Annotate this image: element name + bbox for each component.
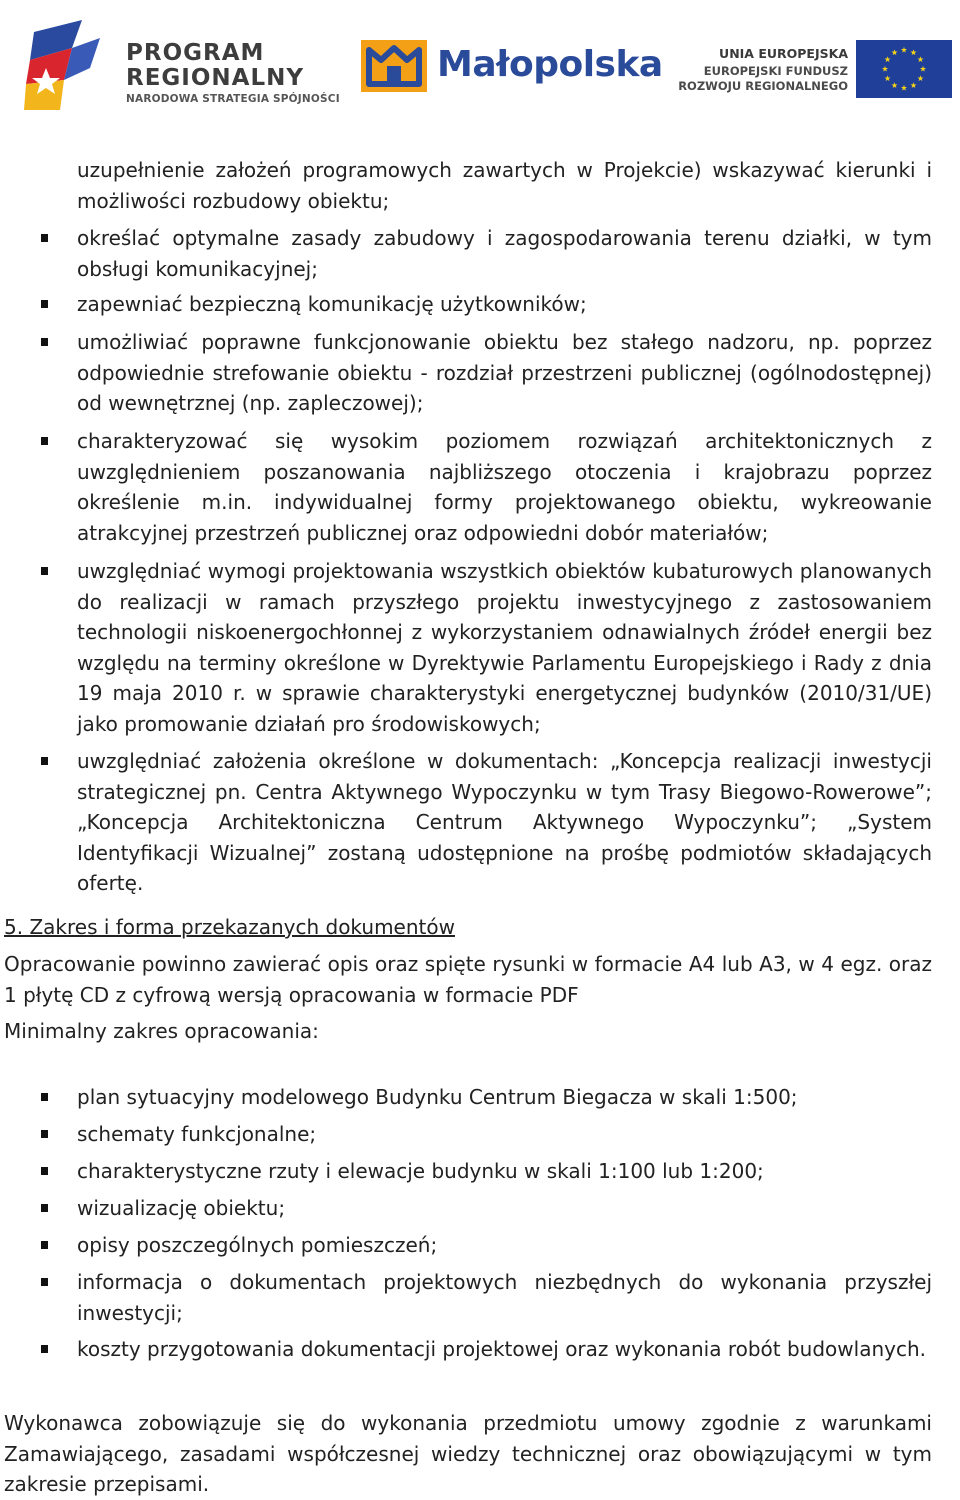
bullet-marker xyxy=(41,437,48,445)
malopolska-logo xyxy=(361,38,671,94)
program-text: PROGRAM xyxy=(126,40,265,66)
list-item: schematy funkcjonalne; xyxy=(77,1122,317,1146)
efrr-text-1: EUROPEJSKI FUNDUSZ xyxy=(703,64,848,78)
bullet-marker xyxy=(41,567,48,575)
program-regionalny-logo xyxy=(24,18,340,114)
bullet-marker xyxy=(41,300,48,308)
list-item: koszty przygotowania dokumentacji projektowej oraz wykonania robót budowlanych. xyxy=(77,1337,927,1361)
bullet-marker xyxy=(41,1130,48,1138)
list-item: wizualizację obiektu; xyxy=(77,1196,286,1220)
section-heading: 5. Zakres i forma przekazanych dokumentów xyxy=(4,915,455,939)
list-item: informacja o dokumentach projektowych niezbędnych do wykonania przyszłej inwestycji; xyxy=(77,1270,932,1325)
bullet-marker xyxy=(41,1241,48,1249)
list-item: zapewniać bezpieczną komunikację użytkowników; xyxy=(77,292,587,316)
list-item: opisy poszczególnych pomieszczeń; xyxy=(77,1233,438,1257)
bullet-marker xyxy=(41,338,48,346)
eu-logo xyxy=(678,38,952,100)
list-item: charakteryzować się wysokim poziomem rozwiązań architektonicznych z uwzględnieniem poszanowania najbliższego otoczenia i krajobrazu poprzez określenie m.in. indywidualnej formy projektowanego obiektu, wykreowanie atrakcyjnej przestrzeń publicznej oraz odpowiedni dobór materiałów; xyxy=(77,429,932,545)
bullet-marker xyxy=(41,1167,48,1175)
list-item: charakterystyczne rzuty i elewacje budynku w skali 1:100 lub 1:200; xyxy=(77,1159,764,1183)
section-paragraph: Minimalny zakres opracowania: xyxy=(4,1019,319,1043)
list-item: uwzględniać założenia określone w dokumentach: „Koncepcja realizacji inwestycji strategicznej pn. Centra Aktywnego Wypoczynku w tym Trasy Biegowo-Rowerowe”; „Koncepcja Architektoniczna Centrum Aktywnego Wypoczynku”; „System Identyfikacji Wizualnej” zostaną udostępnione na prośbę podmiotów składających ofertę. xyxy=(77,749,932,895)
eu-flag-icon xyxy=(856,40,952,98)
list-item: określać optymalne zasady zabudowy i zagospodarowania terenu działki, w tym obsługi komunikacyjnej; xyxy=(77,226,932,281)
section-paragraph: Opracowanie powinno zawierać opis oraz spięte rysunki w formacie A4 lub A3, w 4 egz. oraz 1 płytę CD z cyfrową wersją opracowania w formacie PDF xyxy=(4,952,932,1007)
regionalny-text: REGIONALNY xyxy=(126,65,305,91)
bullet-marker xyxy=(41,1278,48,1286)
list-item: uwzględniać wymogi projektowania wszystkich obiektów kubaturowych planowanych do realizacji w ramach przyszłego projektu inwestycyjnego z zastosowaniem technologii niskoenergochłonnej z wykorzystaniem odnawialnych źródeł energii bez względu na terminy określone w Dyrektywie Parlamentu Europejskiego i Rady z dnia 19 maja 2010 r. w sprawie charakterystyki energetycznej budynków (2010/31/UE) jako promowanie działań pro środowiskowych; xyxy=(77,559,932,736)
bullet-marker xyxy=(41,1204,48,1212)
header-logos xyxy=(0,0,960,120)
malopolska-emblem-icon xyxy=(361,38,427,94)
nss-text: NARODOWA STRATEGIA SPÓJNOŚCI xyxy=(126,93,340,105)
bullet-marker xyxy=(41,757,48,765)
malopolska-text: Małopolska xyxy=(437,44,663,85)
efrr-text-2: ROZWOJU REGIONALNEGO xyxy=(678,79,848,93)
list-item: plan sytuacyjny modelowego Budynku Centrum Biegacza w skali 1:500; xyxy=(77,1085,798,1109)
list-item-continuation: uzupełnienie założeń programowych zawartych w Projekcie) wskazywać kierunki i możliwości rozbudowy obiektu; xyxy=(77,158,932,213)
bullet-marker xyxy=(41,1093,48,1101)
program-regionalny-emblem-icon xyxy=(24,18,114,114)
bullet-marker xyxy=(41,1345,48,1353)
bullet-marker xyxy=(41,234,48,242)
ue-text: UNIA EUROPEJSKA xyxy=(719,46,848,61)
closing-paragraph: Wykonawca zobowiązuje się do wykonania przedmiotu umowy zgodnie z warunkami Zamawiającego, zasadami współczesnej wiedzy technicznej oraz obowiązującymi w tym zakresie przepisami. xyxy=(4,1411,932,1496)
list-item: umożliwiać poprawne funkcjonowanie obiektu bez stałego nadzoru, np. poprzez odpowiednie strefowanie obiektu - rozdział przestrzeni publicznej (ogólnodostępnej) od wewnętrznej (np. zapleczowej); xyxy=(77,330,932,415)
